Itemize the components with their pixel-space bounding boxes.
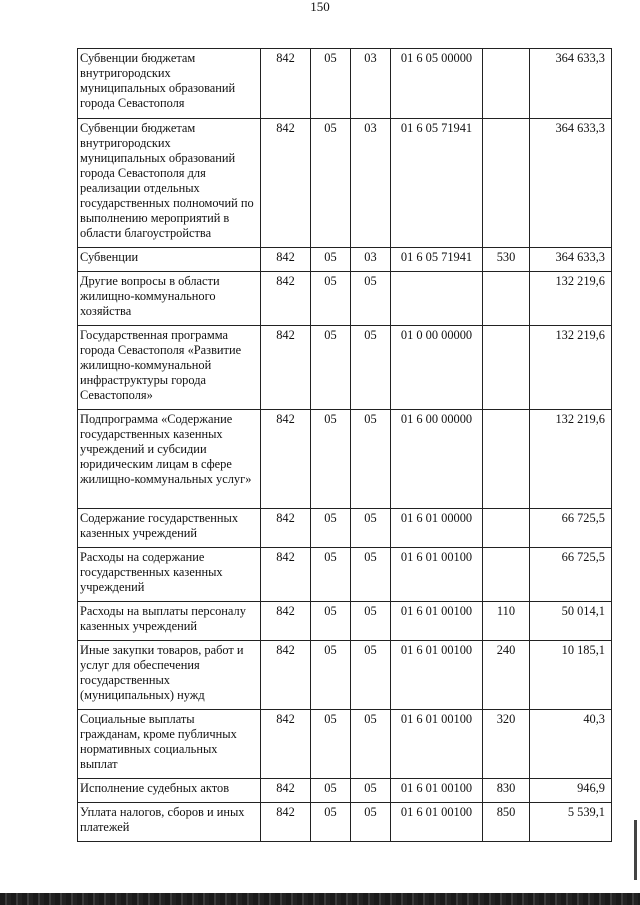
ministry-code-cell: 842 [261,641,311,710]
row-name-cell: Расходы на содержание государственных казенных учреждений [78,548,261,602]
subsection-code-cell: 05 [351,272,391,326]
row-name-cell: Иные закупки товаров, работ и услуг для обеспечения государственных (муниципальных) нужд [78,641,261,710]
target-code-cell: 01 6 00 00000 [391,410,483,509]
target-code-cell: 01 6 01 00000 [391,509,483,548]
target-code-cell: 01 6 01 00100 [391,548,483,602]
amount-cell: 132 219,6 [530,326,612,410]
amount-cell: 66 725,5 [530,548,612,602]
table-row [78,326,612,410]
subsection-code-cell: 05 [351,602,391,641]
expense-type-cell: 830 [483,779,530,803]
section-code-cell: 05 [311,602,351,641]
section-code-cell: 05 [311,641,351,710]
table-row [78,49,612,119]
amount-cell: 364 633,3 [530,248,612,272]
row-name-cell: Государственная программа города Севастополя «Развитие жилищно-коммунальной инфраструктуры города Севастополя» [78,326,261,410]
ministry-code-cell: 842 [261,548,311,602]
section-code-cell: 05 [311,710,351,779]
expense-type-cell [483,49,530,119]
page-number: 150 [310,0,330,14]
expense-type-cell: 240 [483,641,530,710]
row-name-cell: Исполнение судебных актов [78,779,261,803]
ministry-code-cell: 842 [261,710,311,779]
table-body [78,49,612,842]
row-name-cell: Субвенции бюджетам внутригородских муниципальных образований города Севастополя [78,49,261,119]
section-code-cell: 05 [311,119,351,248]
subsection-code-cell: 05 [351,710,391,779]
table-row [78,710,612,779]
expense-type-cell [483,326,530,410]
subsection-code-cell: 03 [351,49,391,119]
target-code-cell: 01 6 05 71941 [391,119,483,248]
target-code-cell: 01 6 01 00100 [391,803,483,842]
row-name-cell: Субвенции [78,248,261,272]
section-code-cell: 05 [311,779,351,803]
subsection-code-cell: 05 [351,410,391,509]
amount-cell: 40,3 [530,710,612,779]
row-name-cell: Социальные выплаты гражданам, кроме публичных нормативных социальных выплат [78,710,261,779]
section-code-cell: 05 [311,49,351,119]
section-code-cell: 05 [311,548,351,602]
subsection-code-cell: 03 [351,248,391,272]
scan-edge-mark [634,820,637,880]
subsection-code-cell: 05 [351,779,391,803]
ministry-code-cell: 842 [261,509,311,548]
ministry-code-cell: 842 [261,803,311,842]
target-code-cell [391,272,483,326]
row-name-cell: Уплата налогов, сборов и иных платежей [78,803,261,842]
section-code-cell: 05 [311,803,351,842]
target-code-cell: 01 0 00 00000 [391,326,483,410]
amount-cell: 10 185,1 [530,641,612,710]
amount-cell: 132 219,6 [530,410,612,509]
subsection-code-cell: 05 [351,548,391,602]
subsection-code-cell: 05 [351,641,391,710]
amount-cell: 5 539,1 [530,803,612,842]
amount-cell: 66 725,5 [530,509,612,548]
amount-cell: 364 633,3 [530,49,612,119]
section-code-cell: 05 [311,509,351,548]
ministry-code-cell: 842 [261,248,311,272]
subsection-code-cell: 05 [351,326,391,410]
table-row [78,119,612,248]
amount-cell: 132 219,6 [530,272,612,326]
amount-cell: 946,9 [530,779,612,803]
table-row [78,410,612,509]
table-row [78,272,612,326]
expense-type-cell: 110 [483,602,530,641]
amount-cell: 364 633,3 [530,119,612,248]
table-row [78,779,612,803]
ministry-code-cell: 842 [261,272,311,326]
target-code-cell: 01 6 05 00000 [391,49,483,119]
table-row [78,248,612,272]
section-code-cell: 05 [311,248,351,272]
budget-table [77,48,612,842]
table-row [78,641,612,710]
expense-type-cell: 320 [483,710,530,779]
target-code-cell: 01 6 01 00100 [391,602,483,641]
row-name-cell: Субвенции бюджетам внутригородских муниципальных образований города Севастополя для реализации отдельных государственных полномочий по выполнению мероприятий в области благоустройства [78,119,261,248]
expense-type-cell [483,509,530,548]
row-name-cell: Подпрограмма «Содержание государственных казенных учреждений и субсидии юридическим лицам в сфере жилищно-коммунальных услуг» [78,410,261,509]
section-code-cell: 05 [311,326,351,410]
amount-cell: 50 014,1 [530,602,612,641]
target-code-cell: 01 6 05 71941 [391,248,483,272]
ministry-code-cell: 842 [261,410,311,509]
subsection-code-cell: 05 [351,803,391,842]
target-code-cell: 01 6 01 00100 [391,710,483,779]
row-name-cell: Содержание государственных казенных учреждений [78,509,261,548]
table-row [78,548,612,602]
table-row [78,803,612,842]
section-code-cell: 05 [311,272,351,326]
subsection-code-cell: 05 [351,509,391,548]
expense-type-cell [483,272,530,326]
subsection-code-cell: 03 [351,119,391,248]
ministry-code-cell: 842 [261,49,311,119]
expense-type-cell [483,119,530,248]
section-code-cell: 05 [311,410,351,509]
ministry-code-cell: 842 [261,779,311,803]
scan-bottom-border [0,893,640,905]
ministry-code-cell: 842 [261,602,311,641]
expense-type-cell [483,410,530,509]
table-row [78,509,612,548]
row-name-cell: Другие вопросы в области жилищно-коммунального хозяйства [78,272,261,326]
expense-type-cell [483,548,530,602]
expense-type-cell: 530 [483,248,530,272]
table-row [78,602,612,641]
row-name-cell: Расходы на выплаты персоналу казенных учреждений [78,602,261,641]
target-code-cell: 01 6 01 00100 [391,779,483,803]
target-code-cell: 01 6 01 00100 [391,641,483,710]
expense-type-cell: 850 [483,803,530,842]
ministry-code-cell: 842 [261,119,311,248]
ministry-code-cell: 842 [261,326,311,410]
